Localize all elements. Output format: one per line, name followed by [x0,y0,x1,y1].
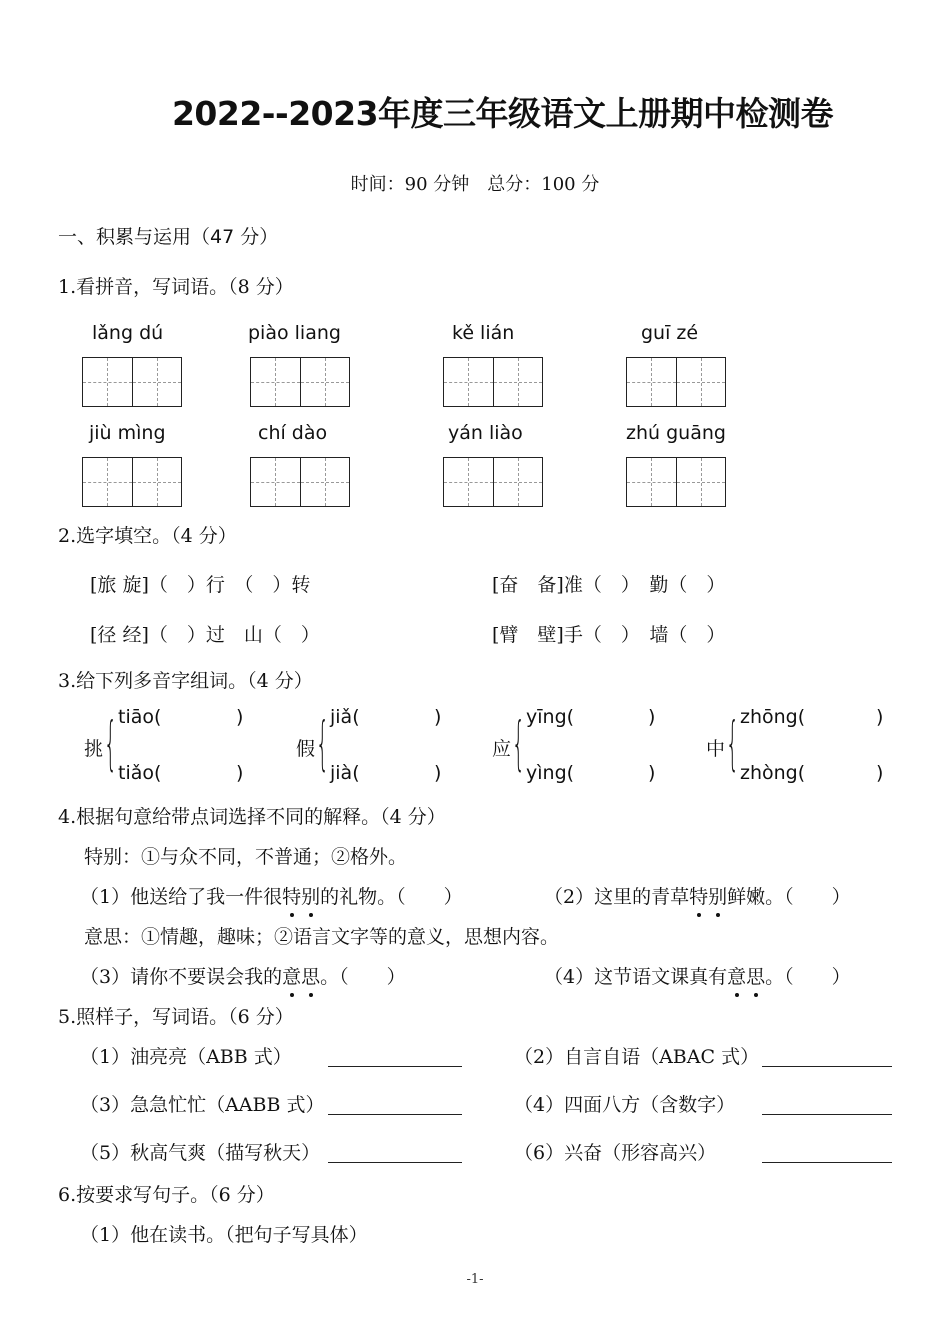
question-3-label: 3.给下列多音字组词。（4 分） [58,670,313,692]
writing-grid[interactable] [626,357,726,407]
word-item: （4）四面八方（含数字） [514,1094,736,1116]
pinyin: lǎng dú [92,322,164,344]
close-paren: ) [648,706,656,728]
answer-line[interactable] [762,1066,892,1067]
pinyin: zhú guāng [626,422,726,444]
pinyin: yán liào [448,422,523,444]
polyphone-char: 应 [492,738,512,760]
writing-grid[interactable] [250,457,350,507]
word-item: （5）秋高气爽（描写秋天） [80,1142,321,1164]
sentence-item[interactable]: （4）这节语文课真有意思。（ ） [544,966,851,988]
fill-item[interactable]: [旅 旋]（ ）行 （ ）转 [90,574,311,596]
writing-grid[interactable] [250,357,350,407]
sentence-task: （1）他在读书。（把句子写具体） [80,1224,368,1246]
question-4-label: 4.根据句意给带点词选择不同的解释。（4 分） [58,806,446,828]
writing-grid[interactable] [82,357,182,407]
word-item: （3）急急忙忙（AABB 式） [80,1094,325,1116]
reading: yìng( [526,762,575,784]
fill-item[interactable]: [径 经]（ ）过 山（ ） [90,624,320,646]
answer-line[interactable] [762,1162,892,1163]
reading: jiǎ( [330,706,360,728]
word-item: （6）兴奋（形容高兴） [514,1142,717,1164]
fill-item[interactable]: [臂 壁]手（ ） 墙（ ） [492,624,726,646]
question-6-label: 6.按要求写句子。（6 分） [58,1184,275,1206]
pinyin: kě lián [452,322,515,344]
exam-info: 时间：90 分钟 总分：100 分 [350,174,600,195]
reading: yīng( [526,706,575,728]
brace-icon: { [512,709,525,777]
brace-icon: { [726,709,739,777]
page-number: -1- [466,1272,484,1287]
answer-line[interactable] [328,1066,462,1067]
answer-line[interactable] [328,1114,462,1115]
close-paren: ) [434,762,442,784]
page-title: 2022--2023年度三年级语文上册期中检测卷 [171,94,834,133]
close-paren: ) [434,706,442,728]
pinyin: guī zé [641,322,699,344]
close-paren: ) [648,762,656,784]
pinyin: piào liang [248,322,341,344]
close-paren: ) [876,762,884,784]
definition: 特别：①与众不同，不普通；②格外。 [84,846,408,868]
question-5-label: 5.照样子，写词语。（6 分） [58,1006,294,1028]
reading: tiǎo( [118,762,162,784]
word-item: （1）油亮亮（ABB 式） [80,1046,292,1068]
reading: zhòng( [740,762,806,784]
sentence-item[interactable]: （3）请你不要误会我的意思。（ ） [80,966,406,988]
writing-grid[interactable] [626,457,726,507]
polyphone-char: 中 [706,738,726,760]
question-1-label: 1.看拼音，写词语。（8 分） [58,276,294,298]
pinyin: jiù mìng [89,422,166,444]
pinyin: chí dào [258,422,328,444]
fill-item[interactable]: [奋 备]准（ ） 勤（ ） [492,574,726,596]
answer-line[interactable] [328,1162,462,1163]
reading: jià( [330,762,360,784]
writing-grid[interactable] [443,457,543,507]
close-paren: ) [236,706,244,728]
close-paren: ) [876,706,884,728]
reading: zhōng( [740,706,806,728]
reading: tiāo( [118,706,162,728]
answer-line[interactable] [762,1114,892,1115]
word-item: （2）自言自语（ABAC 式） [514,1046,760,1068]
polyphone-char: 挑 [84,738,104,760]
sentence-item[interactable]: （2）这里的青草特别鲜嫩。（ ） [544,886,851,908]
writing-grid[interactable] [82,457,182,507]
brace-icon: { [316,709,329,777]
sentence-item[interactable]: （1）他送给了我一件很特别的礼物。（ ） [80,886,463,908]
polyphone-char: 假 [296,738,316,760]
question-2-label: 2.选字填空。（4 分） [58,525,237,547]
brace-icon: { [104,709,117,777]
definition: 意思：①情趣，趣味；②语言文字等的意义，思想内容。 [84,926,560,948]
section-heading: 一、积累与运用（47 分） [58,226,279,248]
writing-grid[interactable] [443,357,543,407]
close-paren: ) [236,762,244,784]
